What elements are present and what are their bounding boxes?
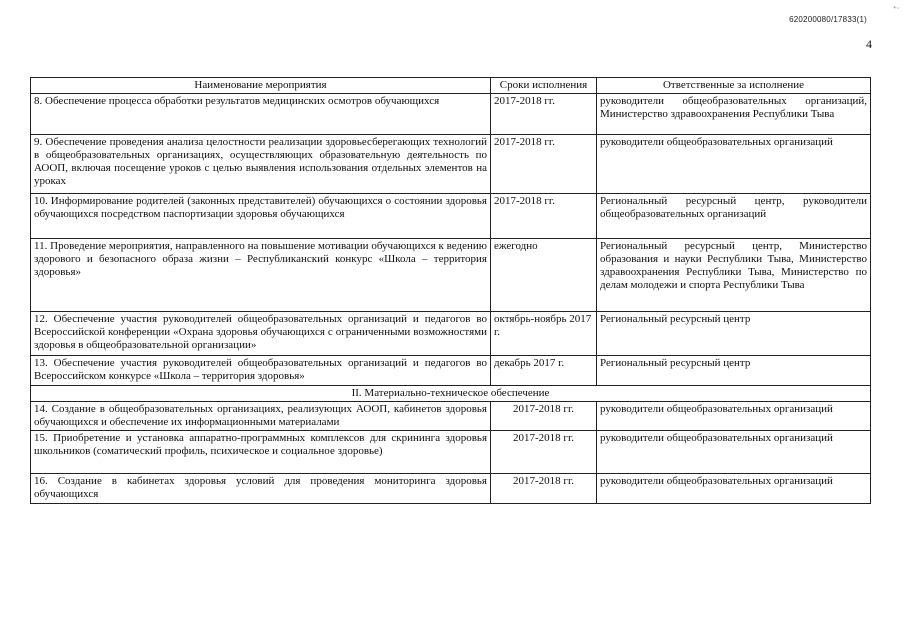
document-number: 620200080/17833(1) <box>789 15 867 24</box>
section-title: II. Материально-техническое обеспечение <box>31 386 871 402</box>
activity-name: 13. Обеспечение участия руководителей общеобразовательных организаций и педагогов во Всероссийском конкурсе «Школа – территория здоровья» <box>31 356 491 386</box>
table-row <box>31 356 871 386</box>
activity-responsible: руководители общеобразовательных организаций, Министерство здравоохранения Республики Тыва <box>597 94 871 135</box>
table-row <box>31 135 871 194</box>
table-row <box>31 194 871 239</box>
table-header-row <box>31 78 871 94</box>
activity-deadline: 2017-2018 гг. <box>491 135 597 194</box>
activity-deadline: декабрь 2017 г. <box>491 356 597 386</box>
activity-deadline: 2017-2018 гг. <box>491 402 597 431</box>
activity-name: 10. Информирование родителей (законных представителей) обучающихся о состоянии здоровья обучающихся посредством паспортизации здоровья обучающихся <box>31 194 491 239</box>
activity-name: 14. Создание в общеобразовательных организациях, реализующих АООП, кабинетов здоровья обучающихся и обеспечение их информационными материалами <box>31 402 491 431</box>
table-row <box>31 402 871 431</box>
table-row <box>31 312 871 356</box>
activity-name: 11. Проведение мероприятия, направленного на повышение мотивации обучающихся к ведению здорового и безопасного образа жизни – Республиканский конкурс «Школа – территория здоровья» <box>31 239 491 312</box>
section-row <box>31 386 871 402</box>
table-row <box>31 239 871 312</box>
activity-name: 12. Обеспечение участия руководителей общеобразовательных организаций и педагогов во Всероссийской конференции «Охрана здоровья обучающихся с ограниченными возможностями здоровья в общеобразовательной организации» <box>31 312 491 356</box>
activity-deadline: 2017-2018 гг. <box>491 194 597 239</box>
page-number: 4 <box>866 37 872 51</box>
corner-mark: ⁺ᐧ <box>892 4 899 13</box>
activity-responsible: руководители общеобразовательных организаций <box>597 402 871 431</box>
activity-responsible: руководители общеобразовательных организаций <box>597 431 871 474</box>
column-header-deadline: Сроки исполнения <box>491 78 597 94</box>
table-row <box>31 474 871 504</box>
activity-deadline: октябрь-ноябрь 2017 г. <box>491 312 597 356</box>
column-header-responsible: Ответственные за исполнение <box>597 78 871 94</box>
activity-responsible: руководители общеобразовательных организаций <box>597 474 871 504</box>
activity-name: 9. Обеспечение проведения анализа целостности реализации здоровьесберегающих технологий в общеобразовательных организациях, осуществляющих образовательную деятельность по АООП, включая посещение уроков с целью выявления использования отдельных элементов на уроках <box>31 135 491 194</box>
activity-deadline: 2017-2018 гг. <box>491 94 597 135</box>
activity-name: 16. Создание в кабинетах здоровья условий для проведения мониторинга здоровья обучающихся <box>31 474 491 504</box>
activity-name: 8. Обеспечение процесса обработки результатов медицинских осмотров обучающихся <box>31 94 491 135</box>
activity-deadline: 2017-2018 гг. <box>491 431 597 474</box>
activity-responsible: руководители общеобразовательных организаций <box>597 135 871 194</box>
table-row <box>31 94 871 135</box>
activity-responsible: Региональный ресурсный центр, Министерство образования и науки Республики Тыва, Министерство здравоохранения Республики Тыва, Министерство по делам молодежи и спорта Республики Тыва <box>597 239 871 312</box>
table-row <box>31 431 871 474</box>
activity-name: 15. Приобретение и установка аппаратно-программных комплексов для скрининга здоровья школьников (соматический профиль, психическое и социальное здоровье) <box>31 431 491 474</box>
activity-responsible: Региональный ресурсный центр <box>597 356 871 386</box>
activity-responsible: Региональный ресурсный центр, руководители общеобразовательных организаций <box>597 194 871 239</box>
activity-responsible: Региональный ресурсный центр <box>597 312 871 356</box>
activity-plan-table <box>30 77 871 504</box>
activity-deadline: ежегодно <box>491 239 597 312</box>
activity-deadline: 2017-2018 гг. <box>491 474 597 504</box>
column-header-activity: Наименование мероприятия <box>31 78 491 94</box>
